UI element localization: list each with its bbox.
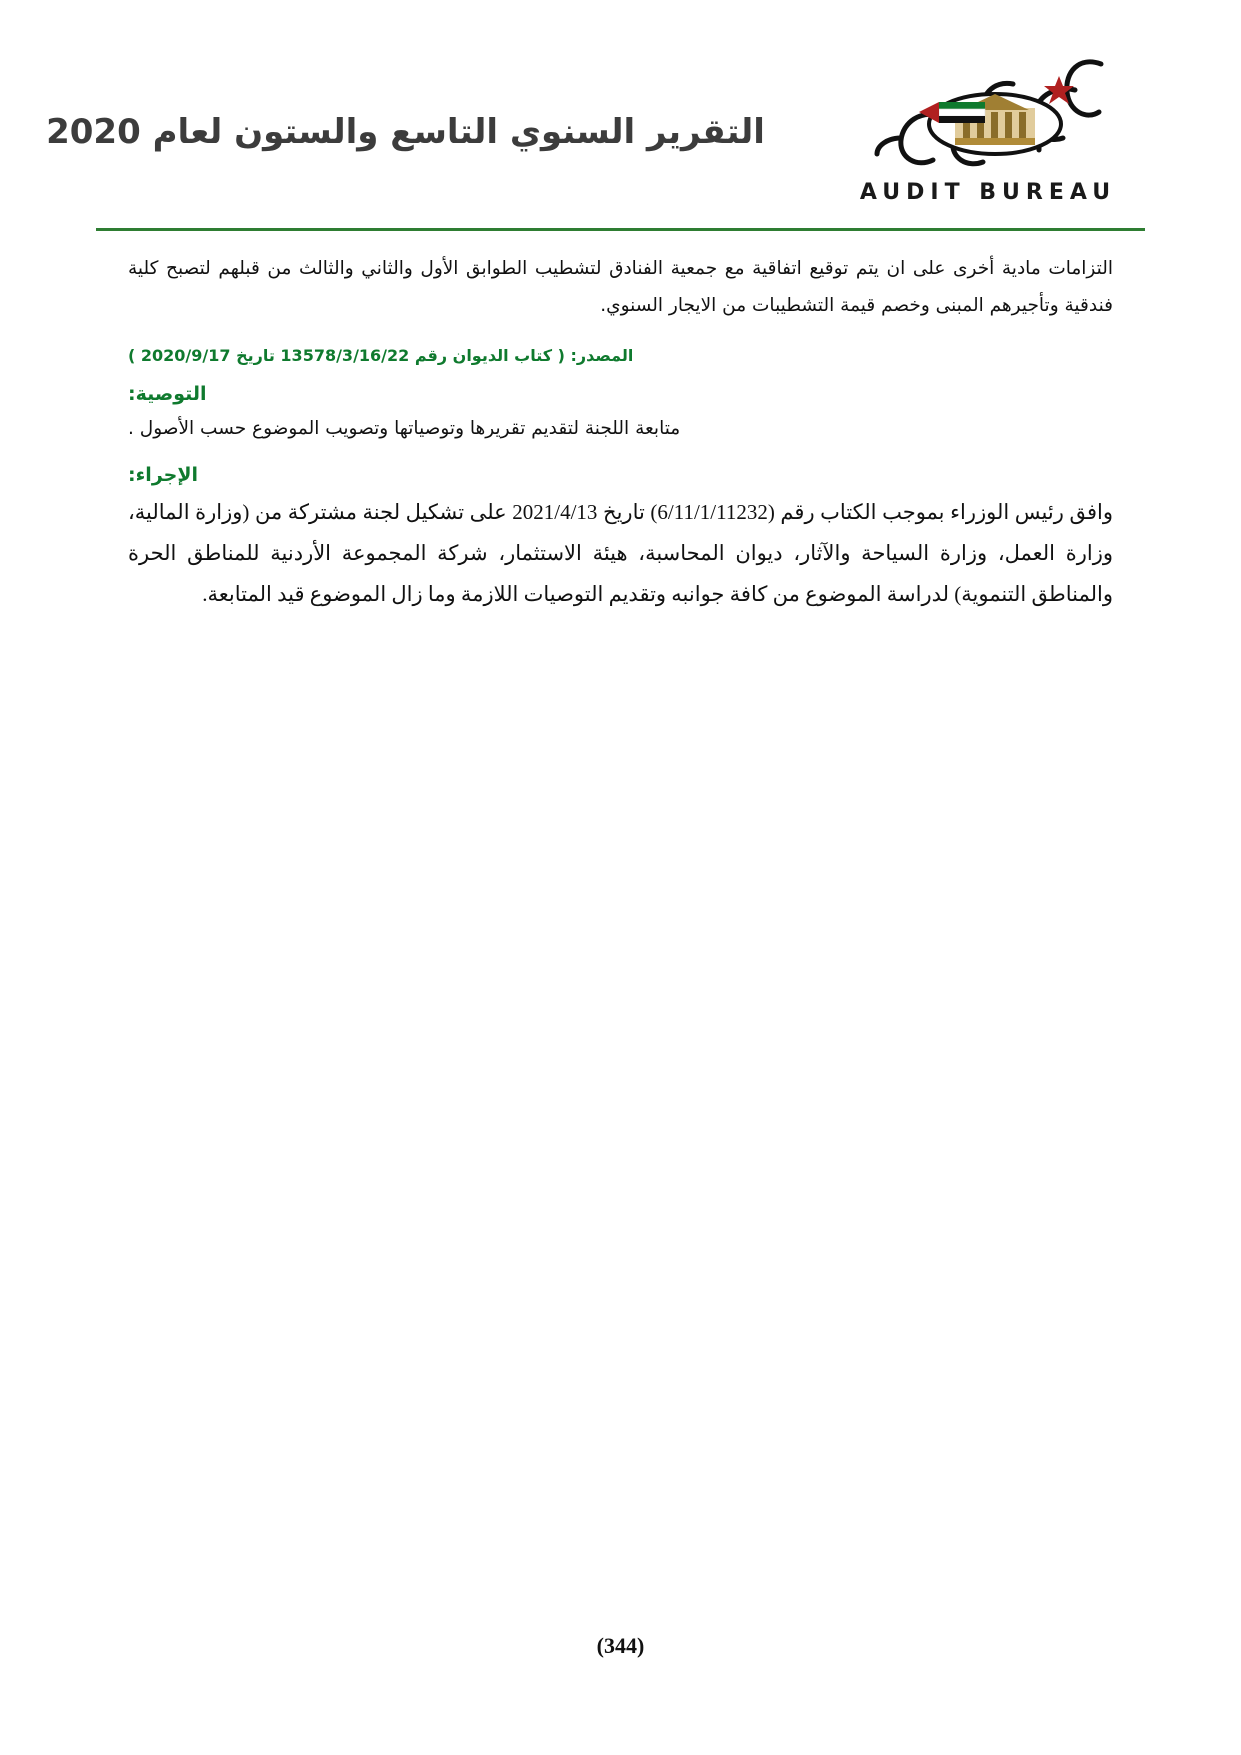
- body-paragraph-1: التزامات مادية أخرى على ان يتم توقيع اتفاقية مع جمعية الفنادق لتشطيب الطوابق الأول والثاني والثالث من قبلهم لتصبح كلية فندقية وتأجيرهم المبنى وخصم قيمة التشطيبات من الايجار السنوي.: [128, 258, 1113, 316]
- action-text: وافق رئيس الوزراء بموجب الكتاب رقم (6/11/1/11232) تاريخ 2021/4/13 على تشكيل لجنة مشتركة من (وزارة المالية، وزارة العمل، وزارة السياحة والآثار، ديوان المحاسبة، هيئة الاستثمار، شركة المجموعة الأردنية للمناطق الحرة والمناطق التنموية) لدراسة الموضوع من كافة جوانبه وتقديم التوصيات اللازمة وما زال الموضوع قيد المتابعة.: [128, 500, 1113, 607]
- audit-bureau-logo: [843, 46, 1133, 214]
- recommendation-text: متابعة اللجنة لتقديم تقريرها وتوصياتها وتصويب الموضوع حسب الأصول .: [128, 418, 681, 439]
- page-number: (344): [596, 1633, 645, 1658]
- page-header: [0, 0, 1241, 232]
- logo-wordmark: AUDIT BUREAU: [859, 180, 1117, 205]
- header-divider: [96, 228, 1145, 231]
- report-title: التقرير السنوي التاسع والستون لعام 2020: [46, 112, 765, 152]
- logo-artwork-icon: [843, 46, 1133, 178]
- source-line: [128, 346, 1113, 365]
- source-value: ( كتاب الديوان رقم 13578/3/16/22 تاريخ 2020/9/17 ): [128, 346, 565, 365]
- recommendation-label: التوصية:: [128, 383, 207, 405]
- document-content: [128, 250, 1113, 623]
- action-label: الإجراء:: [128, 464, 198, 487]
- source-label: المصدر:: [570, 346, 634, 365]
